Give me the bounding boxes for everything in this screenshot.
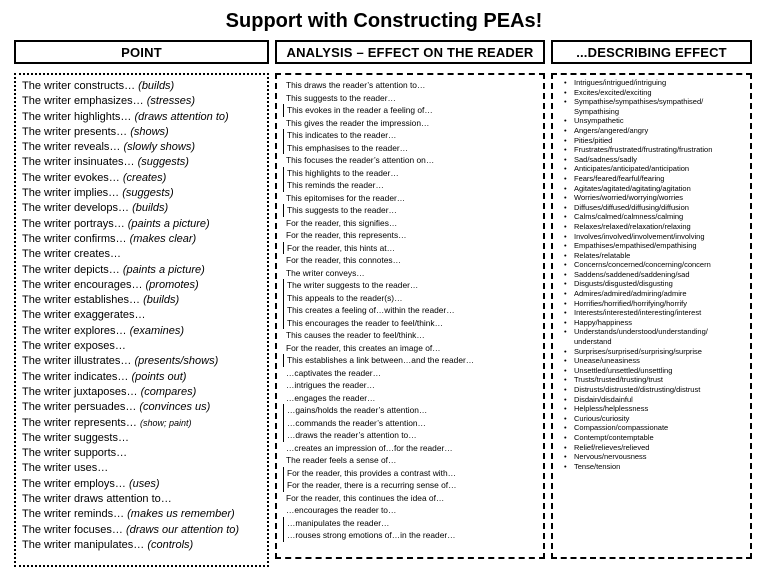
effect-item <box>568 107 750 117</box>
point-text: The writer focuses… <box>22 523 123 536</box>
effect-text: Unsympathetic <box>574 116 624 126</box>
effect-item <box>564 116 750 126</box>
effect-text: Happy/happiness <box>574 317 632 327</box>
page-title: Support with Constructing PEAs! <box>225 10 543 32</box>
effect-text: Concerns/concerned/concerning/concern <box>574 260 711 270</box>
effect-text: Sympathising <box>574 106 620 116</box>
bullet-icon: • <box>564 365 567 375</box>
bullet-icon: • <box>564 356 567 366</box>
analysis-item: This evokes in the reader a feeling of… <box>283 104 543 117</box>
analysis-item: This creates a feeling of…within the reader… <box>283 304 543 317</box>
effect-item <box>564 452 750 462</box>
point-item <box>22 385 267 400</box>
bullet-icon: • <box>564 87 567 97</box>
effect-text: Surprises/surprised/surprising/surprise <box>574 346 702 356</box>
analysis-item: This encourages the reader to feel/think… <box>283 317 543 330</box>
point-item <box>22 293 267 308</box>
effect-item <box>564 404 750 414</box>
bullet-icon: • <box>564 212 567 222</box>
effect-text: Anticipates/anticipated/anticipation <box>574 164 690 174</box>
bullet-icon: • <box>564 442 567 452</box>
point-hint: (slowly shows) <box>123 141 195 154</box>
point-text: The writer presents… <box>22 125 128 138</box>
effect-text: Unsettled/unsettled/unsettling <box>574 365 673 375</box>
effect-item <box>564 327 750 337</box>
bullet-icon: • <box>564 394 567 404</box>
point-hint: (builds) <box>143 294 180 307</box>
point-hint: (paints a picture) <box>122 263 205 276</box>
effect-item <box>564 154 750 165</box>
effect-text: Relief/relieves/relieved <box>574 442 650 452</box>
point-item <box>22 339 267 354</box>
analysis-item: For the reader, this hints at… <box>283 242 543 255</box>
point-hint: (promotes) <box>145 278 199 291</box>
effect-text: Admires/admired/admiring/admire <box>574 289 687 299</box>
effect-item <box>564 173 750 184</box>
point-hint: (compares) <box>140 385 197 398</box>
effect-text: Worries/worried/worrying/worries <box>574 193 684 203</box>
effect-text: Curious/curiosity <box>574 413 630 423</box>
analysis-item: For the reader, this connotes… <box>286 255 401 265</box>
bullet-icon: • <box>564 413 567 423</box>
point-text: The writer illustrates… <box>22 355 132 368</box>
effect-item <box>564 221 750 232</box>
effect-item <box>564 375 750 385</box>
effect-text: Fears/feared/fearful/fearing <box>574 173 665 183</box>
analysis-item: …draws the reader’s attention to… <box>283 429 543 442</box>
point-item <box>22 354 267 369</box>
analysis-item: For the reader, this signifies… <box>286 217 398 228</box>
effect-item <box>564 183 750 194</box>
analysis-item: …rouses strong emotions of…in the reader… <box>283 529 543 542</box>
analysis-item: The reader feels a sense of… <box>286 455 397 465</box>
effect-text: Compassion/compassionate <box>574 423 669 433</box>
point-hint: (uses) <box>128 477 160 490</box>
effect-item <box>564 308 750 318</box>
point-item <box>22 201 267 216</box>
effect-item <box>564 135 750 146</box>
point-item <box>22 278 267 293</box>
bullet-icon: • <box>564 173 567 183</box>
point-text: The writer indicates… <box>22 370 129 383</box>
point-hint: (makes clear) <box>129 232 197 245</box>
point-item <box>22 416 267 431</box>
point-text: The writer reminds… <box>22 508 125 521</box>
bullet-icon: • <box>564 97 567 107</box>
effect-item <box>564 260 750 270</box>
effect-text: Helpless/helplessness <box>574 404 649 414</box>
analysis-header: ANALYSIS – EFFECT ON THE READER <box>275 40 545 64</box>
bullet-icon: • <box>564 461 567 471</box>
analysis-item: For the reader, there is a recurring sense of… <box>283 479 543 492</box>
point-text: The writer juxtaposes… <box>22 385 138 398</box>
effect-item <box>564 202 750 213</box>
bullet-icon: • <box>564 183 567 193</box>
effect-text: Unease/uneasiness <box>574 356 640 366</box>
bullet-icon: • <box>564 452 567 462</box>
point-text: The writer supports… <box>22 447 128 460</box>
analysis-item: The writer suggests to the reader… <box>283 279 543 292</box>
analysis-item: The writer conveys… <box>286 267 365 278</box>
point-text: The writer highlights… <box>22 110 132 123</box>
effect-text: Tense/tension <box>574 461 621 471</box>
analysis-item: …encourages the reader to… <box>286 505 397 515</box>
point-hint: (convinces us) <box>139 401 211 414</box>
bullet-icon: • <box>564 260 567 270</box>
effect-text: Frustrates/frustrated/frustrating/frustration <box>574 145 713 155</box>
point-text: The writer suggests… <box>22 431 129 444</box>
effect-text: Intrigues/intrigued/intriguing <box>574 78 667 87</box>
point-hint: (examines) <box>129 324 185 337</box>
bullet-icon: • <box>564 221 567 231</box>
point-hint: (controls) <box>147 538 194 551</box>
analysis-item: …intrigues the reader… <box>286 380 375 390</box>
analysis-item: This suggests to the reader… <box>283 204 543 217</box>
effect-item <box>564 231 750 242</box>
effect-text: Diffuses/diffused/diffusing/diffusion <box>574 202 689 212</box>
point-item <box>22 507 267 522</box>
bullet-icon: • <box>564 308 567 318</box>
analysis-item: …captivates the reader… <box>286 367 381 378</box>
bullet-icon: • <box>564 279 567 289</box>
point-item <box>22 155 267 170</box>
point-item <box>22 110 267 125</box>
effect-text: Excites/excited/exciting <box>574 87 652 97</box>
analysis-item: …commands the reader’s attention… <box>283 417 543 430</box>
point-text: The writer uses… <box>22 462 109 475</box>
point-text: The writer encourages… <box>22 278 143 291</box>
effect-item <box>564 145 750 155</box>
point-hint: (stresses) <box>146 95 195 108</box>
point-text: The writer evokes… <box>22 171 120 184</box>
effect-text: Distrusts/distrusted/distrusting/distrust <box>574 385 701 394</box>
point-item <box>22 217 267 232</box>
effect-text: Understands/understood/understanding/ <box>574 327 708 337</box>
point-item <box>22 79 267 94</box>
describing-column <box>551 73 752 559</box>
point-item <box>22 431 267 446</box>
effect-item <box>564 164 750 174</box>
effect-item <box>564 346 750 357</box>
point-column <box>14 73 269 567</box>
effect-text: Agitates/agitated/agitating/agitation <box>574 183 691 193</box>
effect-item <box>564 298 750 309</box>
analysis-item: For the reader, this creates an image of… <box>286 342 441 353</box>
point-hint: (builds) <box>132 202 169 215</box>
point-item <box>22 171 267 186</box>
effect-item <box>564 432 750 443</box>
analysis-item: This highlights to the reader… <box>283 167 543 180</box>
analysis-column <box>275 73 545 559</box>
effect-text: Trusts/trusted/trusting/trust <box>574 375 663 385</box>
bullet-icon: • <box>564 135 567 145</box>
point-item <box>22 140 267 155</box>
analysis-item: This causes the reader to feel/think… <box>286 330 425 340</box>
effect-item <box>564 365 750 376</box>
point-hint: (shows) <box>130 125 169 138</box>
effect-item <box>564 289 750 299</box>
point-item <box>22 186 267 201</box>
point-hint: (creates) <box>122 171 167 184</box>
bullet-icon: • <box>564 125 567 135</box>
point-text: The writer persuades… <box>22 401 137 414</box>
bullet-icon: • <box>564 250 567 260</box>
bullet-icon: • <box>564 385 567 394</box>
analysis-item: This emphasises to the reader… <box>283 142 543 155</box>
effect-item <box>564 78 750 88</box>
point-text: The writer constructs… <box>22 80 136 92</box>
bullet-icon: • <box>564 432 567 442</box>
effect-text: Sad/sadness/sadly <box>574 154 637 164</box>
point-item <box>22 308 267 323</box>
point-text: The writer represents… <box>22 416 137 429</box>
analysis-item: …engages the reader… <box>286 392 376 403</box>
point-text: The writer develops… <box>22 202 129 215</box>
effect-text: Relaxes/relaxed/relaxation/relaxing <box>574 221 691 231</box>
point-hint: (presents/shows) <box>134 355 219 368</box>
analysis-item: This indicates to the reader… <box>283 129 543 142</box>
analysis-item: This focuses the reader’s attention on… <box>286 155 435 165</box>
analysis-item: This appeals to the reader(s)… <box>283 292 543 305</box>
point-text: The writer emphasizes… <box>22 95 144 108</box>
effect-item <box>564 269 750 280</box>
bullet-icon: • <box>564 231 567 241</box>
analysis-item: …gains/holds the reader’s attention… <box>283 404 543 417</box>
effect-text: Angers/angered/angry <box>574 125 649 135</box>
bullet-icon: • <box>564 164 567 174</box>
analysis-item: For the reader, this provides a contrast with… <box>283 467 543 480</box>
bullet-icon: • <box>564 202 567 212</box>
effect-item <box>564 125 750 136</box>
bullet-icon: • <box>564 289 567 299</box>
point-header: POINT <box>14 40 269 64</box>
point-hint: (paints a picture) <box>127 217 210 230</box>
point-hint: (points out) <box>131 370 187 383</box>
effect-item <box>564 394 750 405</box>
point-item <box>22 446 267 461</box>
bullet-icon: • <box>564 404 567 414</box>
bullet-icon: • <box>564 375 567 385</box>
point-item <box>22 125 267 140</box>
bullet-icon: • <box>564 346 567 356</box>
effect-item <box>564 461 750 472</box>
effect-item <box>564 413 750 424</box>
effect-item <box>564 97 750 107</box>
bullet-icon: • <box>564 116 567 126</box>
effect-item <box>564 87 750 98</box>
point-hint: (draws attention to) <box>134 110 229 123</box>
effect-item <box>564 423 750 433</box>
point-item <box>22 370 267 385</box>
point-text: The writer depicts… <box>22 263 120 276</box>
bullet-icon: • <box>564 145 567 155</box>
analysis-item: For the reader, this represents… <box>286 230 407 240</box>
analysis-item: …manipulates the reader… <box>283 517 543 530</box>
point-hint: (makes us remember) <box>127 508 235 521</box>
effect-list <box>558 78 750 471</box>
bullet-icon: • <box>564 423 567 433</box>
point-text: The writer explores… <box>22 324 127 337</box>
analysis-item: This draws the reader’s attention to… <box>286 80 426 90</box>
effect-item <box>564 385 750 395</box>
bullet-icon: • <box>564 269 567 279</box>
point-text: The writer establishes… <box>22 294 140 307</box>
point-hint: (builds) <box>138 80 175 92</box>
point-item <box>22 523 267 538</box>
effect-text: Relates/relatable <box>574 250 631 260</box>
effect-text: Empathises/empathised/empathising <box>574 241 697 251</box>
point-item <box>22 461 267 476</box>
effect-text: Disgusts/disgusted/disgusting <box>574 279 673 289</box>
point-item <box>22 94 267 109</box>
effect-text: Sympathise/sympathises/sympathised/ <box>574 97 704 107</box>
point-text: The writer portrays… <box>22 217 125 230</box>
point-item <box>22 324 267 339</box>
bullet-icon: • <box>564 241 567 251</box>
point-item <box>22 492 267 507</box>
bullet-icon: • <box>564 298 567 308</box>
effect-item <box>564 279 750 289</box>
point-text: The writer exaggerates… <box>22 309 146 322</box>
point-hint: (show; paint) <box>140 417 192 428</box>
point-text: The writer draws attention to… <box>22 493 172 506</box>
point-item <box>22 263 267 278</box>
analysis-item: For the reader, this continues the idea of… <box>286 492 445 503</box>
analysis-item: This epitomises for the reader… <box>286 192 406 203</box>
effect-text: understand <box>574 337 612 347</box>
point-text: The writer insinuates… <box>22 156 135 169</box>
bullet-icon: • <box>564 78 567 87</box>
point-hint: (draws our attention to) <box>125 523 240 536</box>
point-item <box>22 538 267 553</box>
point-item <box>22 247 267 262</box>
effect-text: Contempt/contemptable <box>574 432 654 442</box>
point-item <box>22 232 267 247</box>
effect-text: Horrifies/horrified/horrifying/horrify <box>574 298 687 308</box>
analysis-item: This establishes a link between…and the reader… <box>283 354 543 367</box>
point-item <box>22 477 267 492</box>
effect-text: Interests/interested/interesting/interest <box>574 308 702 318</box>
point-text: The writer implies… <box>22 187 120 200</box>
point-text: The writer creates… <box>22 248 122 261</box>
analysis-item: This suggests to the reader… <box>286 92 396 103</box>
effect-text: Nervous/nervousness <box>574 452 647 462</box>
effect-text: Saddens/saddened/saddening/sad <box>574 269 690 279</box>
bullet-icon: • <box>564 154 567 164</box>
effect-text: Involves/involved/involvement/involving <box>574 231 705 241</box>
effect-text: Disdain/disdainful <box>574 394 633 404</box>
analysis-item: This gives the reader the impression… <box>286 117 430 128</box>
point-hint: (suggests) <box>137 156 189 169</box>
point-item <box>22 400 267 415</box>
point-text: The writer confirms… <box>22 232 127 245</box>
point-text: The writer manipulates… <box>22 538 145 551</box>
effect-item <box>564 212 750 222</box>
effect-text: Calms/calmed/calmness/calming <box>574 212 684 222</box>
analysis-item: This reminds the reader… <box>283 179 543 192</box>
effect-item <box>564 317 750 328</box>
effect-item <box>564 442 750 453</box>
bullet-icon: • <box>564 193 567 203</box>
point-text: The writer employs… <box>22 477 126 490</box>
effect-item <box>564 250 750 261</box>
point-text: The writer reveals… <box>22 141 121 154</box>
describing-header: ...DESCRIBING EFFECT <box>551 40 752 64</box>
effect-item <box>564 356 750 366</box>
bullet-icon: • <box>564 327 567 337</box>
effect-text: Pities/pitied <box>574 135 613 145</box>
effect-item <box>564 241 750 251</box>
point-text: The writer exposes… <box>22 340 126 353</box>
bullet-icon: • <box>564 317 567 327</box>
effect-item <box>568 337 750 347</box>
analysis-item: …creates an impression of…for the reader… <box>286 442 453 453</box>
effect-item <box>564 193 750 203</box>
point-hint: (suggests) <box>122 187 174 200</box>
